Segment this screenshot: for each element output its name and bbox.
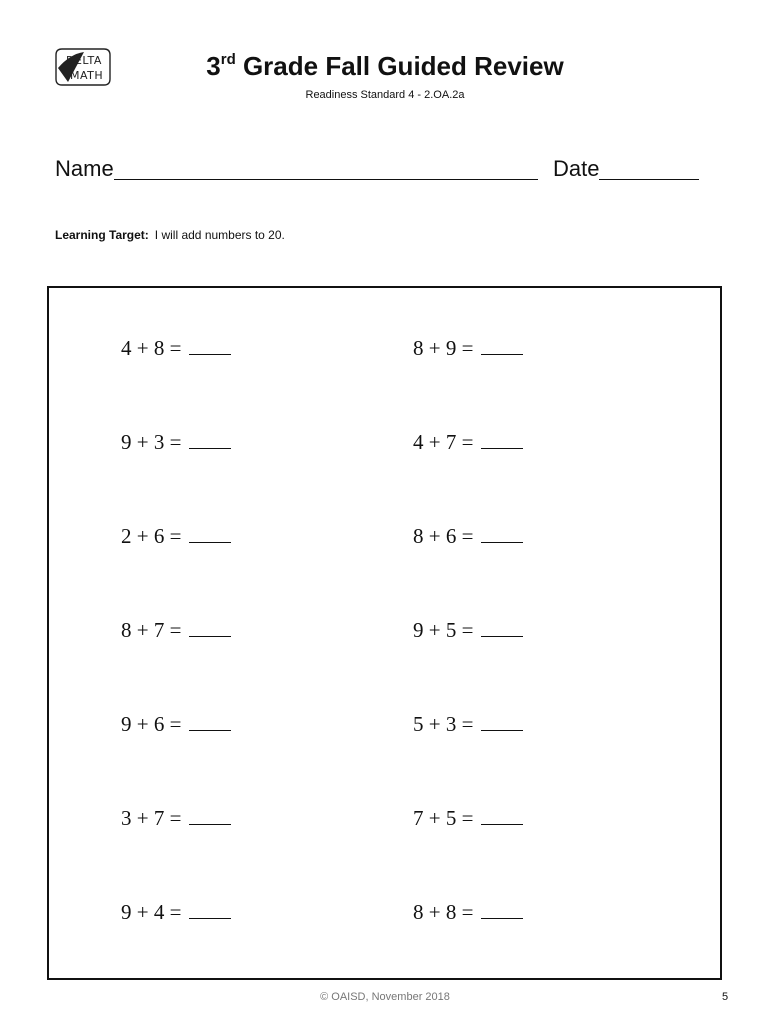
logo-line2: MATH	[70, 69, 104, 82]
learning-target-text: I will add numbers to 20.	[154, 228, 285, 242]
date-field[interactable]	[553, 155, 699, 183]
date-blank[interactable]	[599, 157, 699, 180]
problem-left-1	[121, 335, 231, 361]
answer-blank[interactable]	[189, 430, 231, 449]
problem-expression: 8 + 7 =	[121, 618, 182, 642]
problem-expression: 4 + 8 =	[121, 336, 182, 360]
title-text: Grade Fall Guided Review	[235, 51, 564, 81]
problem-left-6	[121, 805, 231, 831]
problem-expression: 9 + 3 =	[121, 430, 182, 454]
problem-expression: 8 + 9 =	[413, 336, 474, 360]
copyright-footer: © OAISD, November 2018	[320, 991, 450, 1003]
problem-expression: 8 + 6 =	[413, 524, 474, 548]
page-title	[0, 50, 770, 82]
page-number: 5	[722, 991, 729, 1003]
title-grade-suffix: rd	[220, 51, 236, 68]
problem-expression: 5 + 3 =	[413, 712, 474, 736]
problem-left-5	[121, 711, 231, 737]
learning-target	[55, 228, 285, 242]
title-grade-number: 3	[206, 51, 221, 81]
answer-blank[interactable]	[481, 336, 523, 355]
problem-expression: 4 + 7 =	[413, 430, 474, 454]
problem-right-4	[413, 617, 523, 643]
problem-expression: 7 + 5 =	[413, 806, 474, 830]
problem-right-2	[413, 429, 523, 455]
problem-right-7	[413, 899, 523, 925]
problem-right-3	[413, 523, 523, 549]
problem-expression: 3 + 7 =	[121, 806, 182, 830]
name-label: Name	[55, 156, 114, 181]
problem-right-1	[413, 335, 523, 361]
answer-blank[interactable]	[481, 900, 523, 919]
problem-expression: 9 + 6 =	[121, 712, 182, 736]
answer-blank[interactable]	[189, 712, 231, 731]
answer-blank[interactable]	[481, 712, 523, 731]
answer-blank[interactable]	[481, 618, 523, 637]
problem-expression: 8 + 8 =	[413, 900, 474, 924]
problem-expression: 9 + 5 =	[413, 618, 474, 642]
answer-blank[interactable]	[189, 806, 231, 825]
problem-left-4	[121, 617, 231, 643]
answer-blank[interactable]	[481, 524, 523, 543]
problem-expression: 9 + 4 =	[121, 900, 182, 924]
answer-blank[interactable]	[481, 806, 523, 825]
problem-box	[47, 286, 722, 980]
problem-right-5	[413, 711, 523, 737]
answer-blank[interactable]	[189, 524, 231, 543]
problem-left-3	[121, 523, 231, 549]
answer-blank[interactable]	[189, 900, 231, 919]
learning-target-label: Learning Target:	[55, 228, 149, 242]
page-subtitle: Readiness Standard 4 - 2.OA.2a	[305, 89, 465, 101]
name-blank[interactable]	[114, 157, 538, 180]
name-field[interactable]	[55, 155, 538, 183]
answer-blank[interactable]	[481, 430, 523, 449]
answer-blank[interactable]	[189, 336, 231, 355]
date-label: Date	[553, 156, 600, 181]
problem-expression: 2 + 6 =	[121, 524, 182, 548]
problem-left-7	[121, 899, 231, 925]
answer-blank[interactable]	[189, 618, 231, 637]
logo-line1: DELTA	[66, 54, 102, 67]
problem-right-6	[413, 805, 523, 831]
problem-left-2	[121, 429, 231, 455]
